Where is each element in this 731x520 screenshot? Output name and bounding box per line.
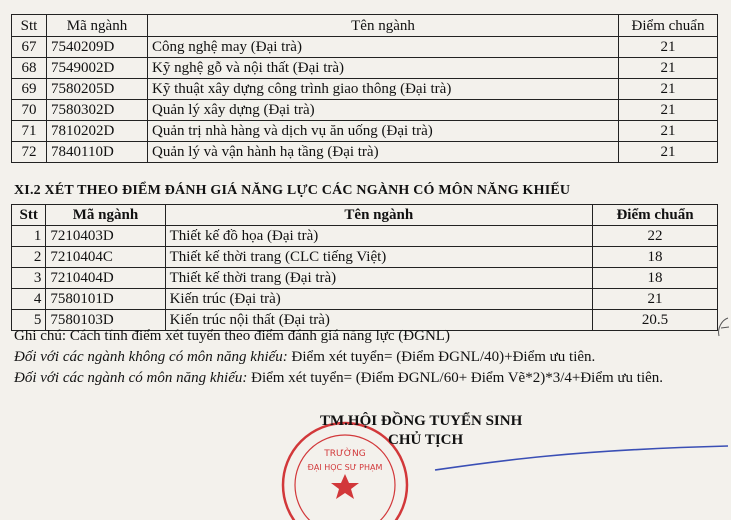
cell-name: Kỹ thuật xây dựng công trình giao thông (Đại trà): [148, 79, 619, 100]
section-heading: XI.2 XÉT THEO ĐIỂM ĐÁNH GIÁ NĂNG LỰC CÁC NGÀNH CÓ MÔN NĂNG KHIẾU: [14, 183, 571, 198]
table-row: [12, 226, 718, 247]
table-row: [12, 79, 718, 100]
cell-score: 21: [619, 37, 718, 58]
cell-code: 7810202D: [47, 121, 148, 142]
cell-score: 20.5: [593, 310, 718, 331]
score-table-aptitude: [11, 204, 718, 331]
cell-stt: 4: [12, 289, 46, 310]
signature-title: CHỦ TỊCH: [388, 432, 464, 448]
note-line-2: [14, 349, 595, 366]
cell-score: 21: [619, 58, 718, 79]
cell-code: 7580103D: [46, 310, 165, 331]
cell-score: 21: [619, 142, 718, 163]
table-header-row: [12, 15, 718, 37]
table-row: [12, 100, 718, 121]
table-row: [12, 142, 718, 163]
cell-name: Kỹ nghệ gỗ và nội thất (Đại trà): [148, 58, 619, 79]
cell-score: 18: [593, 247, 718, 268]
header-name: Tên ngành: [165, 205, 592, 226]
cell-code: 7840110D: [47, 142, 148, 163]
cell-code: 7580205D: [47, 79, 148, 100]
cell-name: Quản trị nhà hàng và dịch vụ ăn uống (Đại trà): [148, 121, 619, 142]
cell-stt: 3: [12, 268, 46, 289]
cell-code: 7580101D: [46, 289, 165, 310]
cell-name: Thiết kế đồ họa (Đại trà): [165, 226, 592, 247]
score-table-general: [11, 14, 718, 163]
cell-name: Thiết kế thời trang (Đại trà): [165, 268, 592, 289]
header-code: Mã ngành: [46, 205, 165, 226]
note-line-3-label: Đối với các ngành có môn năng khiếu:: [14, 370, 248, 386]
cell-code: 7540209D: [47, 37, 148, 58]
cell-name: Thiết kế thời trang (CLC tiếng Việt): [165, 247, 592, 268]
cell-score: 18: [593, 268, 718, 289]
cell-code: 7210404C: [46, 247, 165, 268]
header-stt: Stt: [12, 205, 46, 226]
table-row: [12, 37, 718, 58]
handwritten-signature-icon: [430, 440, 731, 473]
table-row: [12, 247, 718, 268]
cell-code: 7210404D: [46, 268, 165, 289]
cell-name: Kiến trúc nội thất (Đại trà): [165, 310, 592, 331]
header-stt: Stt: [12, 15, 47, 37]
note-line-2-label: Đối với các ngành không có môn năng khiếu:: [14, 349, 288, 365]
table-row: [12, 289, 718, 310]
cell-score: 21: [619, 121, 718, 142]
cell-stt: 1: [12, 226, 46, 247]
cell-stt: 2: [12, 247, 46, 268]
table-row: [12, 58, 718, 79]
cell-stt: 71: [12, 121, 47, 142]
header-score: Điểm chuẩn: [593, 205, 718, 226]
cell-name: Kiến trúc (Đại trà): [165, 289, 592, 310]
cell-stt: 72: [12, 142, 47, 163]
note-line-3: [14, 370, 663, 387]
header-score: Điểm chuẩn: [619, 15, 718, 37]
cell-score: 21: [593, 289, 718, 310]
seal-text-university: ĐẠI HỌC SƯ PHẠM: [307, 463, 383, 472]
cell-code: 7210403D: [46, 226, 165, 247]
cell-score: 21: [619, 100, 718, 121]
note-line-3-formula: Điểm xét tuyển= (Điểm ĐGNL/60+ Điểm Vẽ*2)*3/4+Điểm ưu tiên.: [247, 370, 664, 386]
cell-score: 21: [619, 79, 718, 100]
seal-text-school: TRƯỜNG: [324, 449, 366, 459]
cell-stt: 69: [12, 79, 47, 100]
table-row: [12, 268, 718, 289]
cell-stt: 5: [12, 310, 46, 331]
header-code: Mã ngành: [47, 15, 148, 37]
note-line-2-formula: Điểm xét tuyển= (Điểm ĐGNL/40)+Điểm ưu tiên.: [287, 349, 596, 365]
table-row: [12, 121, 718, 142]
margin-scribble-icon: [716, 316, 731, 338]
cell-name: Quản lý xây dựng (Đại trà): [148, 100, 619, 121]
cell-stt: 70: [12, 100, 47, 121]
cell-name: Quản lý và vận hành hạ tầng (Đại trà): [148, 142, 619, 163]
signature-organization: TM.HỘI ĐỒNG TUYỂN SINH: [320, 413, 523, 429]
cell-stt: 67: [12, 37, 47, 58]
cell-stt: 68: [12, 58, 47, 79]
header-name: Tên ngành: [148, 15, 619, 37]
cell-name: Công nghệ may (Đại trà): [148, 37, 619, 58]
cell-score: 22: [593, 226, 718, 247]
cell-code: 7580302D: [47, 100, 148, 121]
table-header-row: [12, 205, 718, 226]
note-line-1: Ghi chú: Cách tính điểm xét tuyển theo điểm đánh giá năng lực (ĐGNL): [14, 328, 450, 344]
cell-code: 7549002D: [47, 58, 148, 79]
